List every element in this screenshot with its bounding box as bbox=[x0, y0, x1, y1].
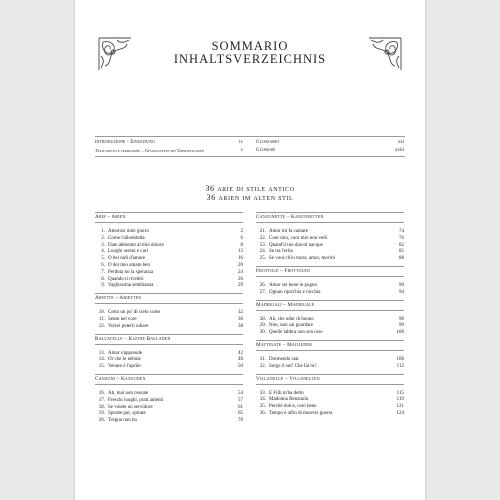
page-title bbox=[75, 40, 425, 66]
entry-page: 88 bbox=[399, 256, 404, 262]
section-rule bbox=[95, 212, 243, 213]
entry-page: 115 bbox=[396, 390, 404, 396]
entry-number: 30. bbox=[259, 330, 266, 336]
toc-entry[interactable] bbox=[95, 363, 243, 370]
entry-page: 42 bbox=[238, 350, 243, 356]
entry-page: 119 bbox=[396, 397, 404, 403]
entry-number: 25. bbox=[259, 256, 266, 262]
entry-page: 61 bbox=[238, 404, 243, 410]
entry-page: 74 bbox=[399, 229, 404, 234]
section-heading: Frottole – Frottolen bbox=[256, 268, 311, 274]
entry-title: Amor s'apprende bbox=[108, 350, 143, 356]
entry-page: 29 bbox=[238, 283, 243, 289]
section-rule bbox=[256, 276, 404, 277]
entry-title: Madonna Renzuola bbox=[269, 397, 309, 403]
entry-page: 46 bbox=[238, 357, 243, 363]
entry-title: Ah, che odor di buono bbox=[269, 316, 314, 322]
section-rule bbox=[256, 300, 404, 301]
entry-page: 106 bbox=[396, 330, 404, 336]
entry-number: 21. bbox=[259, 229, 266, 234]
entry-number: 16. bbox=[98, 391, 105, 396]
entry-number: 6. bbox=[101, 263, 105, 268]
section-rule bbox=[256, 212, 404, 213]
entry-number: 13. bbox=[98, 350, 105, 356]
front-matter-label: Glossario bbox=[256, 140, 280, 145]
entry-title: Date abbiento al mio dolore bbox=[108, 242, 164, 248]
entry-title: Perché dolce, caro bene bbox=[269, 404, 317, 410]
entry-title: Sorge il sol! Che fai tu? bbox=[269, 363, 317, 369]
section-rule bbox=[95, 374, 243, 375]
front-matter-item bbox=[256, 147, 404, 154]
entry-number: 5. bbox=[101, 256, 105, 262]
entry-title: Perduta ho la speranza bbox=[108, 269, 154, 275]
entry-title: Certo un po' di cielo colse bbox=[108, 310, 161, 316]
entry-title: Come l'allodoletta bbox=[108, 235, 145, 241]
toc-entry[interactable] bbox=[95, 282, 243, 289]
section-rule bbox=[256, 384, 404, 385]
title-italian: SOMMARIO bbox=[211, 39, 289, 53]
entry-page: 90 bbox=[399, 283, 404, 288]
entry-number: 3. bbox=[101, 242, 105, 248]
toc-entry[interactable] bbox=[256, 255, 404, 262]
entry-page: 124 bbox=[396, 411, 404, 416]
entry-page: 65 bbox=[238, 411, 243, 417]
entry-number: 36. bbox=[259, 411, 266, 416]
toc-entry[interactable] bbox=[256, 329, 404, 336]
entry-number: 7. bbox=[101, 269, 105, 275]
entry-number: 35. bbox=[259, 404, 266, 410]
section-rule bbox=[256, 340, 404, 341]
entry-title: Sento nel core bbox=[108, 317, 137, 322]
front-matter-item bbox=[95, 147, 243, 155]
section-heading: Mattinate – Mailieder bbox=[256, 342, 312, 348]
section-rule bbox=[95, 293, 243, 294]
entry-number: 26. bbox=[259, 283, 266, 288]
entry-number: 8. bbox=[101, 276, 105, 282]
front-matter-item bbox=[256, 139, 404, 146]
entry-page: 26 bbox=[238, 276, 243, 282]
section-rule bbox=[95, 222, 243, 223]
entry-number: 32. bbox=[259, 363, 266, 369]
entry-number: 34. bbox=[259, 397, 266, 403]
section-rule bbox=[256, 350, 404, 351]
section-heading: Villanelle – Villanellen bbox=[256, 375, 320, 382]
entry-page: 2 bbox=[240, 229, 243, 234]
toc-entry[interactable] bbox=[256, 410, 404, 417]
entry-title: O bei nidi d'amore bbox=[108, 256, 146, 262]
entry-number: 27. bbox=[259, 289, 266, 295]
entry-page: 20 bbox=[238, 263, 243, 268]
section-rule bbox=[256, 222, 404, 223]
entry-page: 32 bbox=[238, 310, 243, 316]
entry-title: Quando ti rivedrò bbox=[108, 276, 144, 282]
entry-number: 29. bbox=[259, 323, 266, 329]
entry-number: 1. bbox=[101, 229, 105, 234]
entry-title: O del mio amato ben bbox=[108, 263, 150, 268]
contents-page bbox=[75, 0, 425, 500]
front-matter-label: Testi poetici e traduzione – Gesangstexte mit Übersetzungen bbox=[95, 148, 204, 153]
entry-title: Se volete un servidore bbox=[108, 404, 153, 410]
entry-number: 28. bbox=[259, 316, 266, 322]
collection-heading-italian: 36 arie di stile antico bbox=[205, 184, 295, 193]
entry-page: 70 bbox=[238, 418, 243, 424]
entry-page: 38 bbox=[238, 323, 243, 329]
section-heading: Canzoni – Kanzonen bbox=[95, 376, 146, 382]
entry-page: 82 bbox=[399, 242, 404, 248]
entry-number: 15. bbox=[98, 364, 105, 370]
entry-page: 6 bbox=[240, 235, 243, 241]
section-rule bbox=[256, 266, 404, 267]
section-heading: Canzonette – Kanzonetten bbox=[256, 214, 324, 220]
entry-title: Tregua non ho bbox=[108, 418, 137, 424]
entry-number: 23. bbox=[259, 242, 266, 248]
entry-page: 96 bbox=[399, 316, 404, 322]
entry-title: Spirate pur, spirate bbox=[108, 411, 146, 417]
front-matter-bottom-rule bbox=[95, 156, 405, 157]
entry-page: 112 bbox=[396, 363, 404, 369]
entry-title: Vorrei poterti odiare bbox=[108, 323, 149, 329]
entry-number: 17. bbox=[98, 397, 105, 403]
toc-entry[interactable] bbox=[256, 363, 404, 370]
entry-title: Ah, mai non cessate bbox=[108, 391, 149, 396]
entry-page: 50 bbox=[238, 364, 243, 370]
entry-title: Dormendo stai bbox=[269, 357, 299, 362]
front-matter-page: xxi bbox=[397, 140, 404, 145]
section-heading: Arie – Arien bbox=[95, 214, 126, 220]
section-rule bbox=[256, 374, 404, 375]
entry-number: 24. bbox=[259, 249, 266, 255]
entry-page: 121 bbox=[396, 404, 404, 410]
section-rule bbox=[95, 384, 243, 385]
section-rule bbox=[95, 334, 243, 335]
entry-number: 4. bbox=[101, 249, 105, 255]
entry-title: E Filli m'ha detto bbox=[269, 390, 304, 396]
entry-title: Or che le nebule bbox=[108, 357, 141, 363]
entry-page: 12 bbox=[238, 249, 243, 255]
section-rule bbox=[256, 310, 404, 311]
front-matter-label: Introduzione – Einleitung bbox=[95, 140, 155, 145]
entry-page: 57 bbox=[238, 397, 243, 403]
entry-number: 2. bbox=[101, 235, 105, 241]
collection-heading-german: 36 arien im alten stil bbox=[206, 193, 294, 202]
front-matter-label: Glossar bbox=[256, 148, 275, 153]
entry-number: 14. bbox=[98, 357, 105, 363]
front-matter-page: iv bbox=[239, 140, 243, 145]
entry-title: Tempo è alfin di muover guerra bbox=[269, 411, 333, 416]
section-heading: Madrigali – Madrigale bbox=[256, 301, 315, 308]
entry-page: 54 bbox=[238, 391, 243, 396]
entry-number: 10. bbox=[98, 310, 105, 316]
entry-title: Ognun ripicchia e nicchia bbox=[269, 289, 321, 295]
toc-entry[interactable] bbox=[95, 323, 243, 330]
entry-number: 22. bbox=[259, 235, 266, 241]
entry-title: Vaghissima sembianza bbox=[108, 283, 154, 289]
entry-number: 33. bbox=[259, 390, 266, 396]
entry-number: 11. bbox=[98, 317, 105, 322]
entry-title: Non, non sai guardare bbox=[269, 323, 314, 329]
entry-title: Amor mi fa cantare bbox=[269, 229, 309, 234]
entry-title: Luoghi sereni e cari bbox=[108, 249, 148, 255]
entry-page: 94 bbox=[399, 289, 404, 295]
entry-page: 8 bbox=[240, 242, 243, 248]
entry-title: Amorosi miei giorni bbox=[108, 229, 149, 234]
section-rule bbox=[95, 344, 243, 345]
entry-page: 85 bbox=[399, 249, 404, 255]
entry-title: Cuor mio, cuor mio non vedi bbox=[269, 235, 328, 241]
entry-title: Venuto è l'aprile bbox=[108, 364, 141, 370]
entry-number: 9. bbox=[101, 283, 105, 289]
title-german: INHALTSVERZEICHNIS bbox=[173, 52, 327, 66]
entry-page: 99 bbox=[399, 323, 404, 329]
entry-page: 76 bbox=[399, 235, 404, 241]
section-rule bbox=[95, 303, 243, 304]
entry-number: 19. bbox=[98, 411, 105, 417]
entry-page: 24 bbox=[238, 269, 243, 275]
toc-entry[interactable] bbox=[256, 289, 404, 296]
entry-number: 12. bbox=[98, 323, 105, 329]
front-matter-top-rule bbox=[95, 136, 405, 137]
entry-page: 36 bbox=[238, 317, 243, 322]
entry-title: Se vuoi ch'io mora, amor, morirò bbox=[269, 256, 336, 262]
entry-title: Quelle labbra non son rose bbox=[269, 330, 323, 336]
front-matter-page: v bbox=[240, 148, 243, 153]
entry-page: 16 bbox=[238, 256, 243, 262]
entry-title: Freschi luoghi, prati aulenti bbox=[108, 397, 164, 403]
section-heading: Ariette – Arietten bbox=[95, 295, 142, 302]
entry-number: 20. bbox=[98, 418, 105, 424]
entry-number: 31. bbox=[259, 357, 266, 362]
toc-entry[interactable] bbox=[95, 417, 243, 424]
entry-title: Se tra l'erba bbox=[269, 249, 293, 255]
entry-title: Amor sei bene in pugno bbox=[269, 283, 318, 288]
section-heading: Ballatelle – Kleine Balladen bbox=[95, 335, 171, 342]
front-matter-page: xxiii bbox=[394, 148, 404, 153]
entry-number: 18. bbox=[98, 404, 105, 410]
entry-page: 106 bbox=[396, 357, 404, 362]
front-matter-item bbox=[95, 139, 243, 146]
entry-title: Quand'il tuo diavol nacque bbox=[269, 242, 323, 248]
